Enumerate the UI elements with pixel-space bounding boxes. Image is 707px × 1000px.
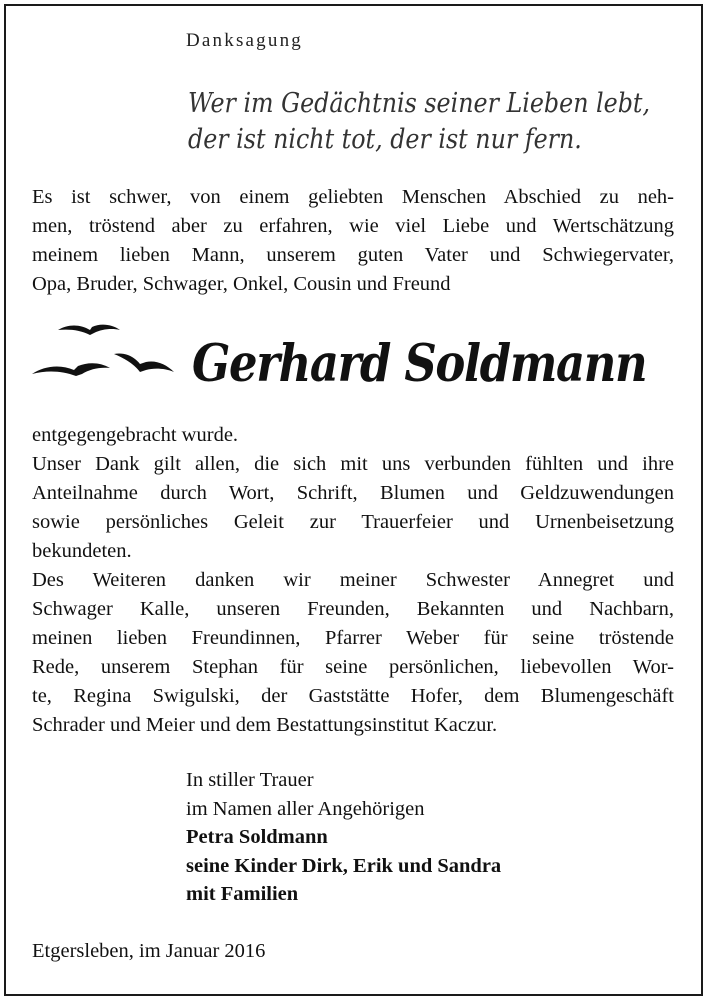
signature-line: In stiller Trauer bbox=[186, 769, 314, 791]
signature-block bbox=[186, 766, 501, 909]
text-line: te, Regina Swigulski, der Gaststätte Hofer, dem Blumengeschäft bbox=[32, 685, 674, 707]
quote-line: Wer im Gedächtnis seiner Lieben lebt, bbox=[188, 88, 651, 119]
text-line: Es ist schwer, von einem geliebten Menschen Abschied zu neh- bbox=[32, 186, 674, 208]
birds-icon bbox=[28, 318, 188, 388]
notice-heading: Danksagung bbox=[186, 30, 303, 51]
intro-paragraph bbox=[32, 183, 674, 299]
text-line: Schwager Kalle, unseren Freunden, Bekannten und Nachbarn, bbox=[32, 598, 674, 620]
thanks-paragraph bbox=[32, 421, 674, 740]
text-line: Des Weiteren danken wir meiner Schwester Annegret und bbox=[32, 569, 674, 591]
signature-name: Petra Soldmann bbox=[186, 826, 328, 848]
text-line: bekundeten. bbox=[32, 540, 132, 562]
deceased-name: Gerhard Soldmann bbox=[192, 334, 647, 394]
text-line: Anteilnahme durch Wort, Schrift, Blumen und Geldzuwendungen bbox=[32, 482, 674, 504]
signature-name: seine Kinder Dirk, Erik und Sandra bbox=[186, 854, 502, 877]
text-line: Rede, unserem Stephan für seine persönlichen, liebevollen Wor- bbox=[32, 656, 674, 678]
text-line: meinen lieben Freundinnen, Pfarrer Weber für seine tröstende bbox=[32, 627, 674, 649]
text-line: entgegengebracht wurde. bbox=[32, 424, 239, 446]
text-line: Opa, Bruder, Schwager, Onkel, Cousin und Freund bbox=[32, 273, 451, 295]
signature-line: im Namen aller Angehörigen bbox=[186, 797, 425, 820]
text-line: men, tröstend aber zu erfahren, wie viel Liebe und Wertschätzung bbox=[32, 215, 674, 237]
memorial-quote bbox=[188, 86, 650, 158]
place-date: Etgersleben, im Januar 2016 bbox=[32, 940, 266, 962]
text-line: sowie persönliches Geleit zur Trauerfeier und Urnenbeisetzung bbox=[32, 511, 674, 533]
quote-line: der ist nicht tot, der ist nur fern. bbox=[188, 124, 582, 155]
text-line: Schrader und Meier und dem Bestattungsinstitut Kaczur. bbox=[32, 714, 498, 736]
signature-name: mit Familien bbox=[186, 883, 299, 905]
text-line: meinem lieben Mann, unserem guten Vater und Schwiegervater, bbox=[32, 244, 674, 266]
text-line: Unser Dank gilt allen, die sich mit uns verbunden fühlten und ihre bbox=[32, 453, 674, 475]
